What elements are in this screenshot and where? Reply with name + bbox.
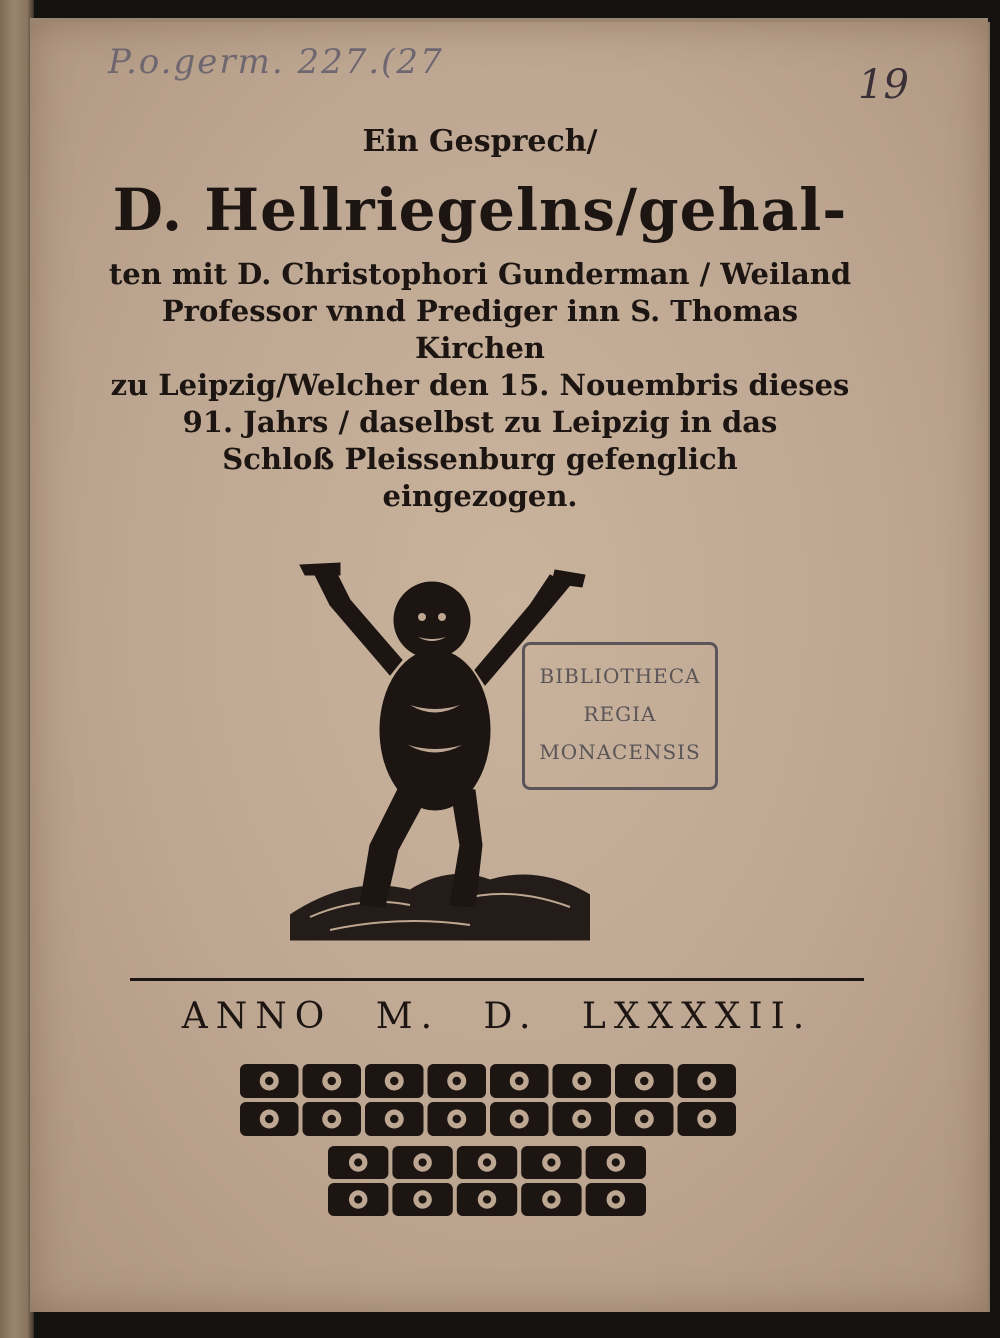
horizontal-rule	[130, 978, 864, 981]
ornament-row-bottom	[326, 1144, 648, 1218]
ornament-tile-dot	[354, 1195, 362, 1203]
imprint-date: ANNO M. D. LXXXXII.	[181, 996, 813, 1037]
ornament-tile-dot	[612, 1195, 620, 1203]
stamp-line-1: BIBLIOTHECA	[539, 664, 701, 688]
ornament-tile-dot	[453, 1115, 461, 1123]
stamp-line-3: MONACENSIS	[539, 740, 701, 764]
title-line-3: ten mit D. Christophori Gunderman / Weiland	[108, 257, 852, 291]
title-line-4: Professor vnnd Prediger inn S. Thomas Kirchen	[161, 294, 799, 365]
left-page-edge	[0, 0, 34, 1338]
ornament-tile-dot	[390, 1077, 398, 1085]
ornament-tile-dot	[354, 1158, 362, 1166]
ornament-row-top	[238, 1062, 738, 1138]
ornament-tile-dot	[612, 1158, 620, 1166]
handwritten-corner-number: 19	[858, 62, 909, 108]
ornament-tile-dot	[640, 1115, 648, 1123]
title-block	[100, 120, 860, 515]
ornament-tile-dot	[265, 1115, 273, 1123]
ornament-tile-dot	[703, 1077, 711, 1085]
ornament-tile-dot	[547, 1158, 555, 1166]
ornament-tile-dot	[515, 1077, 523, 1085]
title-line-6: 91. Jahrs / daselbst zu Leipzig in das	[182, 405, 778, 439]
ornament-tile-dot	[515, 1115, 523, 1123]
library-stamp	[522, 642, 718, 790]
ornament-tile-dot	[328, 1077, 336, 1085]
title-line-1: Ein Gesprech/	[362, 124, 598, 159]
ornament-tile-dot	[578, 1077, 586, 1085]
ornament-tile-dot	[483, 1158, 491, 1166]
ornament-tile-dot	[547, 1195, 555, 1203]
ornament-tile-dot	[453, 1077, 461, 1085]
title-line-8: eingezogen.	[382, 479, 578, 513]
ornament-tile-dot	[483, 1195, 491, 1203]
title-line-2: D. Hellriegelns/gehal-	[112, 176, 848, 244]
ornament-tile-dot	[703, 1115, 711, 1123]
stamp-line-2: REGIA	[583, 702, 657, 726]
ornament-tile-dot	[640, 1077, 648, 1085]
ornament-tile-dot	[578, 1115, 586, 1123]
ornament-tile-dot	[418, 1158, 426, 1166]
handwritten-shelfmark: P.o.germ. 227.(27	[108, 42, 444, 82]
ornament-tile-dot	[418, 1195, 426, 1203]
title-line-7: Schloß Pleissenburg gefenglich	[222, 442, 738, 476]
ornament-tile-dot	[328, 1115, 336, 1123]
title-line-5: zu Leipzig/Welcher den 15. Nouembris dieses	[110, 368, 850, 402]
ornament-tile-dot	[265, 1077, 273, 1085]
ornament-tile-dot	[390, 1115, 398, 1123]
